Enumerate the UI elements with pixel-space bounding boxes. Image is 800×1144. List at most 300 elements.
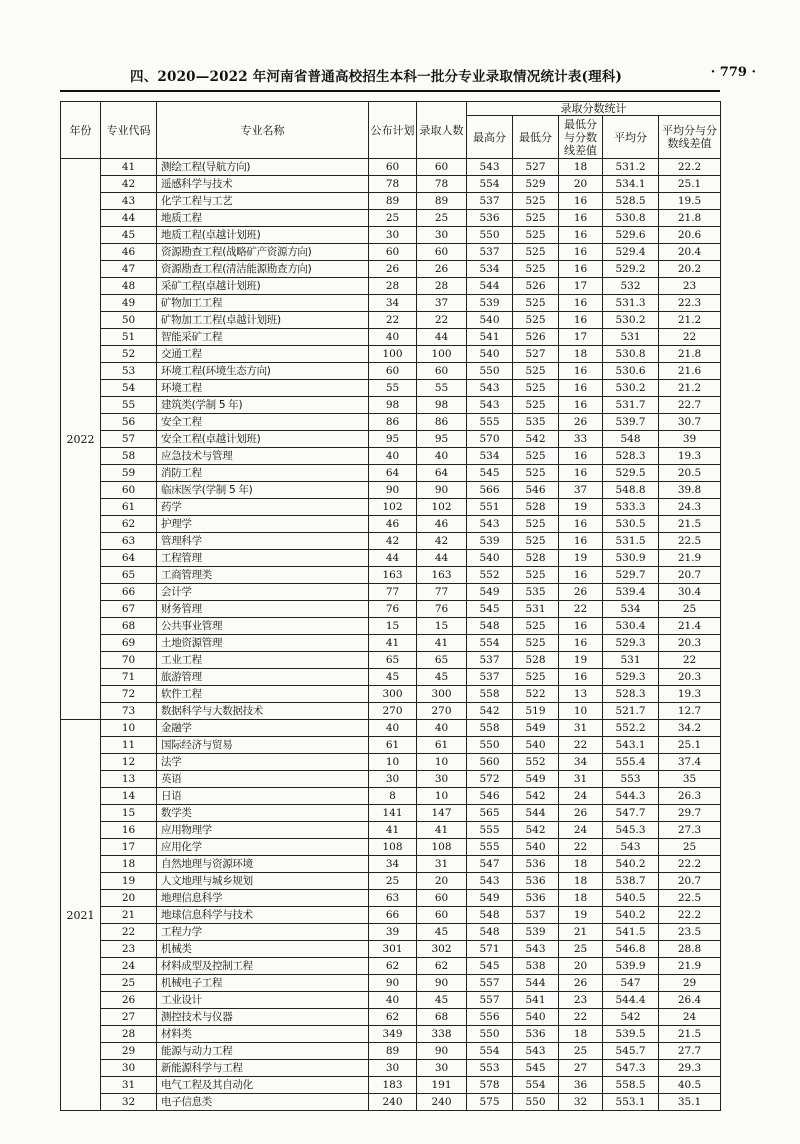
- admitted-cell: 28: [417, 278, 467, 295]
- plan-cell: 34: [369, 295, 417, 312]
- max-cell: 558: [467, 686, 513, 703]
- min-cell: 525: [513, 567, 559, 584]
- avg-diff-cell: 20.3: [659, 635, 721, 652]
- code-cell: 28: [101, 1026, 157, 1043]
- avg-cell: 529.5: [603, 465, 659, 482]
- admitted-cell: 45: [417, 669, 467, 686]
- plan-cell: 28: [369, 278, 417, 295]
- min-cell: 544: [513, 975, 559, 992]
- min-diff-cell: 20: [559, 958, 603, 975]
- min-diff-cell: 23: [559, 992, 603, 1009]
- plan-cell: 55: [369, 380, 417, 397]
- code-cell: 29: [101, 1043, 157, 1060]
- min-cell: 525: [513, 363, 559, 380]
- max-cell: 553: [467, 1060, 513, 1077]
- avg-diff-cell: 27.3: [659, 822, 721, 839]
- plan-cell: 98: [369, 397, 417, 414]
- max-cell: 551: [467, 499, 513, 516]
- plan-cell: 77: [369, 584, 417, 601]
- min-diff-cell: 13: [559, 686, 603, 703]
- plan-cell: 46: [369, 516, 417, 533]
- admitted-cell: 40: [417, 448, 467, 465]
- min-diff-cell: 16: [559, 261, 603, 278]
- code-cell: 69: [101, 635, 157, 652]
- min-cell: 525: [513, 295, 559, 312]
- min-diff-cell: 17: [559, 278, 603, 295]
- code-cell: 49: [101, 295, 157, 312]
- name-cell: 交通工程: [157, 346, 369, 363]
- code-cell: 21: [101, 907, 157, 924]
- table-row: [61, 1043, 721, 1060]
- max-cell: 541: [467, 329, 513, 346]
- name-cell: 资源勘查工程(战略矿产资源方向): [157, 244, 369, 261]
- admitted-cell: 95: [417, 431, 467, 448]
- avg-cell: 552.2: [603, 720, 659, 737]
- plan-cell: 40: [369, 329, 417, 346]
- plan-cell: 60: [369, 244, 417, 261]
- admitted-cell: 41: [417, 822, 467, 839]
- avg-cell: 529.4: [603, 244, 659, 261]
- min-cell: 525: [513, 312, 559, 329]
- plan-cell: 63: [369, 890, 417, 907]
- admitted-cell: 90: [417, 482, 467, 499]
- table-row: [61, 346, 721, 363]
- min-cell: 525: [513, 516, 559, 533]
- avg-diff-cell: 19.3: [659, 448, 721, 465]
- max-cell: 557: [467, 992, 513, 1009]
- plan-cell: 183: [369, 1077, 417, 1094]
- name-cell: 测控技术与仪器: [157, 1009, 369, 1026]
- max-cell: 565: [467, 805, 513, 822]
- page-title: 四、2020—2022 年河南省普通高校招生本科一批分专业录取情况统计表(理科): [130, 69, 623, 85]
- max-cell: 550: [467, 227, 513, 244]
- max-cell: 545: [467, 601, 513, 618]
- plan-cell: 41: [369, 635, 417, 652]
- table-row: [61, 635, 721, 652]
- col-code-header: 专业代码: [101, 102, 157, 159]
- avg-cell: 532: [603, 278, 659, 295]
- avg-diff-cell: 25: [659, 601, 721, 618]
- avg-cell: 547.7: [603, 805, 659, 822]
- code-cell: 32: [101, 1094, 157, 1111]
- col-admitted-header: 录取人数: [417, 102, 467, 159]
- admitted-cell: 65: [417, 652, 467, 669]
- year-cell: 2021: [61, 720, 101, 1111]
- code-cell: 12: [101, 754, 157, 771]
- avg-diff-cell: 12.7: [659, 703, 721, 720]
- min-cell: 543: [513, 941, 559, 958]
- plan-cell: 44: [369, 550, 417, 567]
- min-diff-cell: 19: [559, 550, 603, 567]
- plan-cell: 40: [369, 720, 417, 737]
- max-cell: 542: [467, 703, 513, 720]
- avg-diff-cell: 25.1: [659, 176, 721, 193]
- min-diff-cell: 16: [559, 618, 603, 635]
- table-row: [61, 176, 721, 193]
- name-cell: 遥感科学与技术: [157, 176, 369, 193]
- max-cell: 572: [467, 771, 513, 788]
- code-cell: 15: [101, 805, 157, 822]
- avg-cell: 543.1: [603, 737, 659, 754]
- min-cell: 526: [513, 329, 559, 346]
- avg-diff-cell: 21.4: [659, 618, 721, 635]
- avg-diff-cell: 39: [659, 431, 721, 448]
- avg-diff-cell: 30.4: [659, 584, 721, 601]
- max-cell: 540: [467, 550, 513, 567]
- admitted-cell: 86: [417, 414, 467, 431]
- avg-diff-cell: 24.3: [659, 499, 721, 516]
- max-cell: 545: [467, 465, 513, 482]
- plan-cell: 64: [369, 465, 417, 482]
- max-cell: 543: [467, 516, 513, 533]
- admitted-cell: 10: [417, 788, 467, 805]
- name-cell: 人文地理与城乡规划: [157, 873, 369, 890]
- name-cell: 环境工程(环境生态方向): [157, 363, 369, 380]
- max-cell: 548: [467, 907, 513, 924]
- min-cell: 519: [513, 703, 559, 720]
- avg-diff-cell: 35.1: [659, 1094, 721, 1111]
- plan-cell: 60: [369, 159, 417, 176]
- admitted-cell: 62: [417, 958, 467, 975]
- avg-diff-cell: 22.2: [659, 907, 721, 924]
- admitted-cell: 338: [417, 1026, 467, 1043]
- avg-cell: 545.7: [603, 1043, 659, 1060]
- table-row: [61, 788, 721, 805]
- avg-cell: 547: [603, 975, 659, 992]
- min-cell: 525: [513, 210, 559, 227]
- max-cell: 550: [467, 1026, 513, 1043]
- code-cell: 24: [101, 958, 157, 975]
- min-diff-cell: 16: [559, 380, 603, 397]
- min-diff-cell: 24: [559, 822, 603, 839]
- plan-cell: 270: [369, 703, 417, 720]
- admitted-cell: 300: [417, 686, 467, 703]
- min-diff-cell: 33: [559, 431, 603, 448]
- min-diff-cell: 31: [559, 720, 603, 737]
- min-diff-cell: 26: [559, 975, 603, 992]
- name-cell: 土地资源管理: [157, 635, 369, 652]
- code-cell: 56: [101, 414, 157, 431]
- code-cell: 48: [101, 278, 157, 295]
- code-cell: 20: [101, 890, 157, 907]
- avg-diff-cell: 21.8: [659, 210, 721, 227]
- admitted-cell: 44: [417, 329, 467, 346]
- table-body: [61, 159, 721, 1111]
- name-cell: 旅游管理: [157, 669, 369, 686]
- min-cell: 525: [513, 465, 559, 482]
- plan-cell: 10: [369, 754, 417, 771]
- min-cell: 522: [513, 686, 559, 703]
- admitted-cell: 270: [417, 703, 467, 720]
- avg-diff-cell: 40.5: [659, 1077, 721, 1094]
- min-diff-cell: 16: [559, 210, 603, 227]
- min-diff-cell: 22: [559, 1009, 603, 1026]
- avg-diff-cell: 26.4: [659, 992, 721, 1009]
- table-row: [61, 720, 721, 737]
- code-cell: 73: [101, 703, 157, 720]
- col-min-header: 最低分: [513, 116, 559, 159]
- max-cell: 537: [467, 669, 513, 686]
- min-cell: 544: [513, 805, 559, 822]
- table-row: [61, 1077, 721, 1094]
- avg-cell: 530.8: [603, 210, 659, 227]
- code-cell: 53: [101, 363, 157, 380]
- table-row: [61, 516, 721, 533]
- table-row: [61, 618, 721, 635]
- avg-diff-cell: 25: [659, 839, 721, 856]
- plan-cell: 95: [369, 431, 417, 448]
- table-row: [61, 159, 721, 176]
- avg-cell: 540.2: [603, 856, 659, 873]
- admitted-cell: 30: [417, 1060, 467, 1077]
- plan-cell: 89: [369, 193, 417, 210]
- admitted-cell: 64: [417, 465, 467, 482]
- code-cell: 17: [101, 839, 157, 856]
- table-row: [61, 533, 721, 550]
- max-cell: 554: [467, 1043, 513, 1060]
- score-group-header: 录取分数统计: [467, 102, 721, 116]
- name-cell: 应用化学: [157, 839, 369, 856]
- min-diff-cell: 25: [559, 941, 603, 958]
- min-diff-cell: 16: [559, 465, 603, 482]
- name-cell: 资源勘查工程(清洁能源勘查方向): [157, 261, 369, 278]
- code-cell: 44: [101, 210, 157, 227]
- min-diff-cell: 16: [559, 669, 603, 686]
- admission-stats-table: [60, 101, 721, 1111]
- admitted-cell: 76: [417, 601, 467, 618]
- avg-cell: 553: [603, 771, 659, 788]
- table-row: [61, 754, 721, 771]
- min-diff-cell: 18: [559, 159, 603, 176]
- min-diff-cell: 16: [559, 533, 603, 550]
- max-cell: 578: [467, 1077, 513, 1094]
- admitted-cell: 163: [417, 567, 467, 584]
- plan-cell: 60: [369, 363, 417, 380]
- avg-cell: 548: [603, 431, 659, 448]
- min-diff-cell: 18: [559, 1026, 603, 1043]
- max-cell: 543: [467, 873, 513, 890]
- min-diff-cell: 18: [559, 856, 603, 873]
- min-cell: 542: [513, 822, 559, 839]
- code-cell: 13: [101, 771, 157, 788]
- avg-diff-cell: 20.3: [659, 669, 721, 686]
- avg-diff-cell: 21.2: [659, 312, 721, 329]
- avg-diff-cell: 22.5: [659, 533, 721, 550]
- admitted-cell: 55: [417, 380, 467, 397]
- name-cell: 矿物加工工程(卓越计划班): [157, 312, 369, 329]
- table-row: [61, 193, 721, 210]
- table-header: [61, 102, 721, 159]
- code-cell: 31: [101, 1077, 157, 1094]
- max-cell: 537: [467, 193, 513, 210]
- min-cell: 552: [513, 754, 559, 771]
- min-cell: 525: [513, 669, 559, 686]
- min-diff-cell: 34: [559, 754, 603, 771]
- name-cell: 法学: [157, 754, 369, 771]
- code-cell: 26: [101, 992, 157, 1009]
- max-cell: 540: [467, 312, 513, 329]
- min-diff-cell: 16: [559, 227, 603, 244]
- avg-cell: 529.6: [603, 227, 659, 244]
- name-cell: 工程力学: [157, 924, 369, 941]
- avg-cell: 543: [603, 839, 659, 856]
- name-cell: 化学工程与工艺: [157, 193, 369, 210]
- avg-cell: 521.7: [603, 703, 659, 720]
- admitted-cell: 40: [417, 720, 467, 737]
- table-row: [61, 958, 721, 975]
- name-cell: 材料类: [157, 1026, 369, 1043]
- code-cell: 45: [101, 227, 157, 244]
- code-cell: 58: [101, 448, 157, 465]
- admitted-cell: 68: [417, 1009, 467, 1026]
- admitted-cell: 240: [417, 1094, 467, 1111]
- avg-diff-cell: 28.8: [659, 941, 721, 958]
- code-cell: 18: [101, 856, 157, 873]
- min-cell: 536: [513, 873, 559, 890]
- table-row: [61, 873, 721, 890]
- plan-cell: 76: [369, 601, 417, 618]
- admitted-cell: 90: [417, 1043, 467, 1060]
- avg-cell: 547.3: [603, 1060, 659, 1077]
- min-cell: 525: [513, 244, 559, 261]
- admitted-cell: 60: [417, 159, 467, 176]
- name-cell: 财务管理: [157, 601, 369, 618]
- admitted-cell: 25: [417, 210, 467, 227]
- code-cell: 22: [101, 924, 157, 941]
- code-cell: 23: [101, 941, 157, 958]
- avg-diff-cell: 21.9: [659, 958, 721, 975]
- min-diff-cell: 16: [559, 312, 603, 329]
- avg-diff-cell: 29.3: [659, 1060, 721, 1077]
- max-cell: 560: [467, 754, 513, 771]
- name-cell: 数学类: [157, 805, 369, 822]
- avg-diff-cell: 21.8: [659, 346, 721, 363]
- code-cell: 59: [101, 465, 157, 482]
- min-diff-cell: 36: [559, 1077, 603, 1094]
- avg-diff-cell: 29.7: [659, 805, 721, 822]
- admitted-cell: 41: [417, 635, 467, 652]
- name-cell: 安全工程: [157, 414, 369, 431]
- min-diff-cell: 22: [559, 601, 603, 618]
- plan-cell: 89: [369, 1043, 417, 1060]
- avg-cell: 530.9: [603, 550, 659, 567]
- avg-cell: 539.9: [603, 958, 659, 975]
- plan-cell: 102: [369, 499, 417, 516]
- name-cell: 安全工程(卓越计划班): [157, 431, 369, 448]
- avg-diff-cell: 21.6: [659, 363, 721, 380]
- min-cell: 537: [513, 907, 559, 924]
- plan-cell: 22: [369, 312, 417, 329]
- plan-cell: 39: [369, 924, 417, 941]
- min-cell: 526: [513, 278, 559, 295]
- avg-diff-cell: 22.5: [659, 890, 721, 907]
- avg-diff-cell: 39.8: [659, 482, 721, 499]
- plan-cell: 349: [369, 1026, 417, 1043]
- min-diff-cell: 16: [559, 193, 603, 210]
- max-cell: 566: [467, 482, 513, 499]
- table-row: [61, 805, 721, 822]
- max-cell: 548: [467, 618, 513, 635]
- min-cell: 542: [513, 431, 559, 448]
- plan-cell: 90: [369, 975, 417, 992]
- min-diff-cell: 20: [559, 176, 603, 193]
- col-name-header: 专业名称: [157, 102, 369, 159]
- avg-diff-cell: 20.7: [659, 567, 721, 584]
- plan-cell: 45: [369, 669, 417, 686]
- min-cell: 525: [513, 261, 559, 278]
- avg-diff-cell: 22: [659, 329, 721, 346]
- max-cell: 575: [467, 1094, 513, 1111]
- admitted-cell: 31: [417, 856, 467, 873]
- plan-cell: 25: [369, 210, 417, 227]
- plan-cell: 163: [369, 567, 417, 584]
- min-cell: 549: [513, 771, 559, 788]
- table-row: [61, 550, 721, 567]
- code-cell: 64: [101, 550, 157, 567]
- min-cell: 546: [513, 482, 559, 499]
- code-cell: 60: [101, 482, 157, 499]
- min-cell: 536: [513, 890, 559, 907]
- max-cell: 543: [467, 380, 513, 397]
- min-diff-cell: 18: [559, 890, 603, 907]
- max-cell: 547: [467, 856, 513, 873]
- admitted-cell: 77: [417, 584, 467, 601]
- max-cell: 543: [467, 397, 513, 414]
- table-row: [61, 397, 721, 414]
- plan-cell: 15: [369, 618, 417, 635]
- avg-cell: 531: [603, 329, 659, 346]
- code-cell: 16: [101, 822, 157, 839]
- admitted-cell: 45: [417, 924, 467, 941]
- table-row: [61, 1009, 721, 1026]
- admitted-cell: 108: [417, 839, 467, 856]
- min-diff-cell: 10: [559, 703, 603, 720]
- max-cell: 554: [467, 176, 513, 193]
- avg-diff-cell: 37.4: [659, 754, 721, 771]
- name-cell: 应急技术与管理: [157, 448, 369, 465]
- table-row: [61, 227, 721, 244]
- avg-diff-cell: 20.6: [659, 227, 721, 244]
- plan-cell: 108: [369, 839, 417, 856]
- code-cell: 72: [101, 686, 157, 703]
- code-cell: 67: [101, 601, 157, 618]
- plan-cell: 90: [369, 482, 417, 499]
- max-cell: 534: [467, 448, 513, 465]
- table-row: [61, 244, 721, 261]
- table-row: [61, 992, 721, 1009]
- min-diff-cell: 16: [559, 397, 603, 414]
- min-diff-cell: 22: [559, 737, 603, 754]
- name-cell: 电气工程及其自动化: [157, 1077, 369, 1094]
- name-cell: 建筑类(学制 5 年): [157, 397, 369, 414]
- avg-cell: 540.2: [603, 907, 659, 924]
- plan-cell: 62: [369, 958, 417, 975]
- avg-diff-cell: 34.2: [659, 720, 721, 737]
- avg-cell: 530.6: [603, 363, 659, 380]
- table-row: [61, 363, 721, 380]
- name-cell: 工业设计: [157, 992, 369, 1009]
- max-cell: 555: [467, 839, 513, 856]
- code-cell: 54: [101, 380, 157, 397]
- min-diff-cell: 19: [559, 652, 603, 669]
- name-cell: 机械电子工程: [157, 975, 369, 992]
- header-divider: [60, 90, 720, 92]
- plan-cell: 100: [369, 346, 417, 363]
- admitted-cell: 45: [417, 992, 467, 1009]
- avg-cell: 545.3: [603, 822, 659, 839]
- max-cell: 557: [467, 975, 513, 992]
- avg-diff-cell: 22: [659, 652, 721, 669]
